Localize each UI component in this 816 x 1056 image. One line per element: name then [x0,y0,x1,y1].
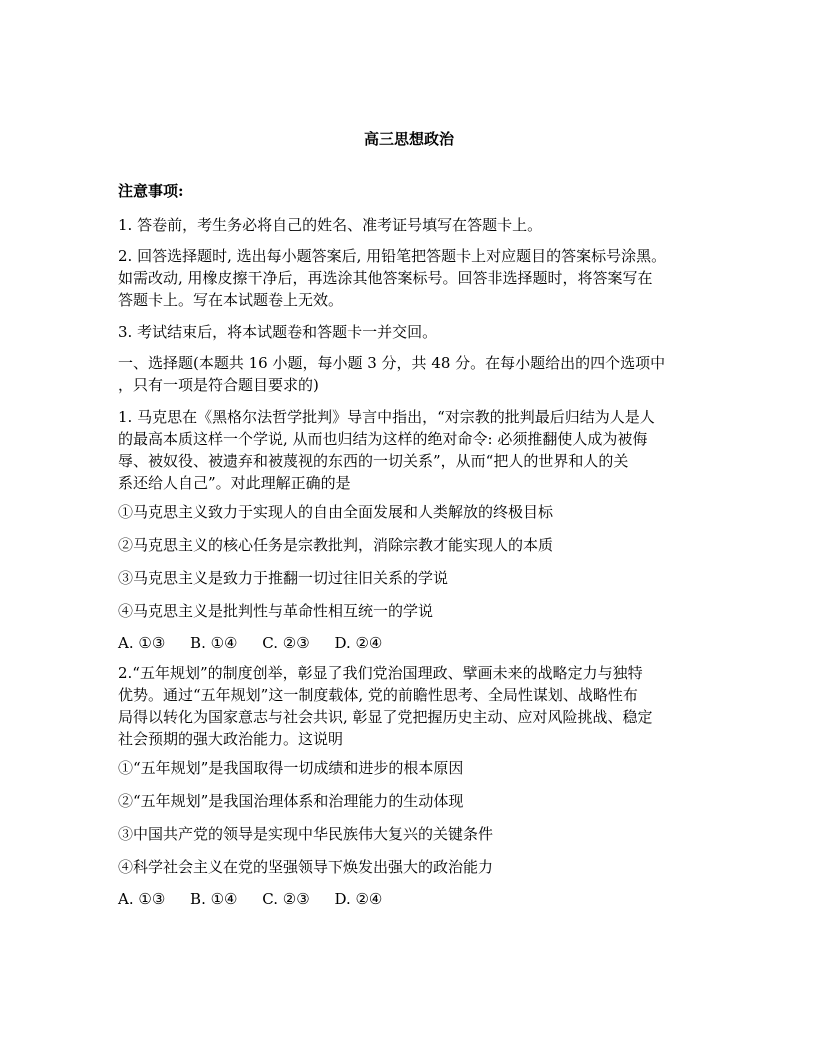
notice-item-2-line: 如需改动, 用橡皮擦干净后，再选涂其他答案标号。回答非选择题时，将答案写在 [118,269,653,287]
answer-choice-a: A. ①③ [118,890,166,908]
notice-item-2 [118,245,700,311]
question-2-stem-line: 社会预期的强大政治能力。这说明 [118,730,344,748]
question-2-option-3: ③中国共产党的领导是实现中华民族伟大复兴的关键条件 [118,825,494,843]
question-2-stem-line: 优势。通过“五年规划”这一制度载体, 党的前瞻性思考、全局性谋划、战略性布 [118,686,638,704]
question-2-stem-line: 2.“五年规划”的制度创举，彰显了我们党治国理政、擘画未来的战略定力与独特 [118,664,643,682]
question-1-stem-line: 的最高本质这样一个学说, 从而也归结为这样的绝对命令: 必须推翻使人成为被侮 [118,430,648,448]
question-2-option-1: ①“五年规划”是我国取得一切成绩和进步的根本原因 [118,759,464,777]
question-2-stem [118,662,700,750]
question-2-answers [118,888,700,910]
notice-item-3: 3. 考试结束后，将本试题卷和答题卡一并交回。 [118,323,438,341]
notice-item-1: 1. 答卷前，考生务必将自己的姓名、准考证号填写在答题卡上。 [118,216,543,234]
question-1-option-4: ④马克思主义是批判性与革命性相互统一的学说 [118,602,434,620]
answer-choice-c: C. ②③ [262,634,310,652]
answer-choice-d: D. ②④ [334,634,383,652]
question-1-option-2: ②马克思主义的核心任务是宗教批判，消除宗教才能实现人的本质 [118,536,554,554]
page-title: 高三思想政治 [363,130,454,148]
notice-item-2-line: 2. 回答选择题时, 选出每小题答案后, 用铅笔把答题卡上对应题目的答案标号涂黑。 [118,247,667,265]
question-1-option-3: ③马克思主义是致力于推翻一切过往旧关系的学说 [118,569,449,587]
answer-choice-b: B. ①④ [190,890,238,908]
question-1-stem-line: 辱、被奴役、被遗弃和被蔑视的东西的一切关系”，从而“把人的世界和人的关 [118,452,629,470]
section-heading [118,352,700,396]
question-1-stem [118,406,700,494]
notice-item-2-line: 答题卡上。写在本试题卷上无效。 [118,291,344,309]
question-2-option-4: ④科学社会主义在党的坚强领导下焕发出强大的政治能力 [118,858,494,876]
section-heading-line: 一、选择题(本题共 16 小题，每小题 3 分，共 48 分。在每小题给出的四个选项中 [118,354,666,372]
notice-heading: 注意事项: [118,182,184,200]
question-2-option-2: ②“五年规划”是我国治理体系和治理能力的生动体现 [118,792,464,810]
answer-choice-b: B. ①④ [190,634,238,652]
question-2-stem-line: 局得以转化为国家意志与社会共识, 彰显了党把握历史主动、应对风险挑战、稳定 [118,708,653,726]
answer-choice-c: C. ②③ [262,890,310,908]
question-1-stem-line: 系还给人自己”。对此理解正确的是 [118,474,351,492]
answer-choice-a: A. ①③ [118,634,166,652]
question-1-answers [118,632,700,654]
section-heading-line: ，只有一项是符合题目要求的) [118,376,319,394]
question-1-stem-line: 1. 马克思在《黑格尔法哲学批判》导言中指出，“对宗教的批判最后归结为人是人 [118,408,655,426]
question-1-option-1: ①马克思主义致力于实现人的自由全面发展和人类解放的终极目标 [118,503,554,521]
answer-choice-d: D. ②④ [334,890,383,908]
